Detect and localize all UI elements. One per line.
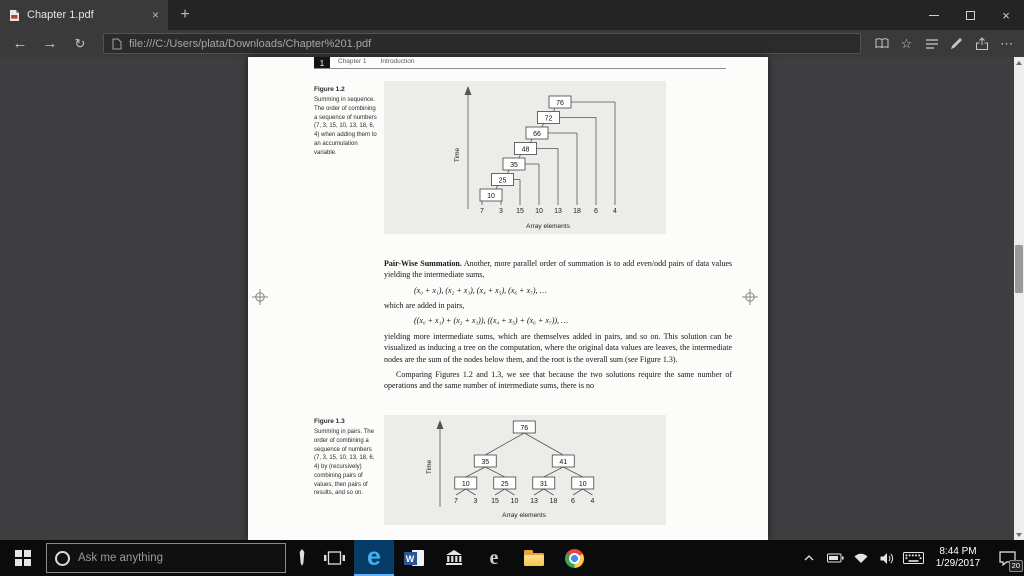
back-button[interactable]: ←: [12, 35, 28, 52]
svg-text:48: 48: [521, 146, 530, 154]
clock-date: 1/29/2017: [935, 558, 981, 569]
scroll-up-icon: [1016, 61, 1022, 65]
figure-1-3-caption-text: Summing in pairs. The order of combining a sequence of numbers (7, 3, 15, 10, 13, 18, 6, 4) by (recursively) combining pairs of values, then pairs of results, and so on.: [314, 429, 375, 497]
word-letter: W: [404, 552, 417, 565]
paragraph-pairwise: Pair-Wise Summation. Another, more parallel order of summation is to add even/odd pairs of data values yielding the intermediate sums,: [384, 259, 732, 280]
maximize-button[interactable]: [952, 0, 988, 30]
svg-text:6: 6: [594, 208, 598, 215]
task-view-button[interactable]: [314, 540, 354, 576]
running-header: [338, 58, 415, 65]
building-icon: [445, 550, 463, 566]
svg-text:6: 6: [571, 498, 575, 505]
running-header-chapter: Chapter 1: [338, 58, 367, 65]
clock-time: 8:44 PM: [939, 545, 977, 557]
figure-1-3-label: Figure 1.3: [314, 418, 345, 425]
svg-text:10: 10: [510, 498, 519, 505]
e-app-icon: e: [489, 547, 499, 569]
svg-text:Array elements: Array elements: [526, 223, 570, 230]
edge-icon: e: [367, 542, 381, 571]
taskbar-e-app-button[interactable]: [474, 540, 514, 576]
paragraph-added-in-pairs: which are added in pairs,: [384, 301, 465, 311]
task-view-icon: [324, 551, 345, 565]
forward-button[interactable]: →: [42, 35, 58, 52]
taskbar-clock[interactable]: [926, 540, 990, 576]
svg-text:15: 15: [516, 208, 524, 215]
scroll-down-button[interactable]: [1014, 529, 1024, 540]
window-controls: [916, 0, 1024, 30]
svg-text:25: 25: [498, 177, 507, 185]
svg-text:18: 18: [573, 208, 581, 215]
page-icon: [112, 38, 122, 50]
svg-text:35: 35: [510, 162, 518, 169]
figure-1-3: [384, 415, 666, 525]
figure-1-2-label: Figure 1.2: [314, 86, 345, 93]
word-icon: [404, 549, 425, 567]
figure-1-2-caption: [314, 85, 380, 157]
start-button[interactable]: [0, 540, 46, 576]
new-tab-button[interactable]: +: [180, 6, 190, 23]
sequential-sum-diagram: [384, 81, 666, 234]
volume-control[interactable]: [874, 540, 900, 576]
show-hidden-icons-button[interactable]: [796, 540, 822, 576]
battery-status[interactable]: [822, 540, 848, 576]
pdf-page: [248, 57, 768, 540]
svg-text:41: 41: [559, 459, 568, 466]
tab-chapter1-pdf[interactable]: [0, 0, 168, 30]
hub-button[interactable]: [919, 31, 944, 56]
action-center-button[interactable]: [990, 540, 1024, 576]
svg-text:Time: Time: [454, 147, 461, 163]
svg-text:7: 7: [454, 498, 458, 505]
equation-2: ((x₀ + x₁) + (x₂ + x₃)), ((x₄ + x₅) + (x₆ + x₇)), …: [414, 316, 569, 326]
svg-text:35: 35: [481, 459, 490, 466]
svg-text:10: 10: [461, 481, 470, 488]
registration-mark-left: [252, 289, 268, 305]
svg-text:76: 76: [556, 100, 564, 107]
svg-text:10: 10: [535, 208, 543, 215]
svg-text:13: 13: [554, 208, 562, 215]
pairwise-sum-tree-diagram: [384, 415, 666, 525]
pdf-file-icon: [9, 9, 20, 22]
svg-text:10: 10: [487, 193, 495, 200]
windows-logo-icon: [15, 550, 31, 566]
share-button[interactable]: [969, 31, 994, 56]
svg-text:4: 4: [590, 498, 595, 505]
cortana-search-box[interactable]: [46, 543, 286, 573]
stylus-icon: [298, 549, 306, 567]
reading-view-icon: [874, 37, 890, 50]
windows-ink-button[interactable]: [290, 540, 314, 576]
network-status[interactable]: [848, 540, 874, 576]
taskbar-building-app-button[interactable]: [434, 540, 474, 576]
hub-icon: [925, 38, 939, 50]
svg-text:31: 31: [539, 481, 548, 488]
paragraph-comparing: Comparing Figures 1.2 and 1.3, we see that because the two solutions require the same number of operations and the same number of intermediate sums, there is no: [384, 369, 732, 391]
svg-text:13: 13: [530, 498, 538, 505]
reading-view-button[interactable]: [869, 31, 894, 56]
favorites-button[interactable]: ☆: [900, 35, 913, 51]
svg-text:66: 66: [533, 131, 541, 138]
tab-close-icon[interactable]: ×: [151, 8, 159, 22]
svg-text:Time: Time: [426, 459, 433, 475]
equation-1: (x₀ + x₁), (x₂ + x₃), (x₄ + x₅), (x₆ + x₇), …: [414, 285, 547, 295]
running-header-title: Introduction: [380, 58, 415, 65]
registration-mark-right: [742, 289, 758, 305]
browser-tab-bar: [0, 0, 1024, 30]
scrollbar-thumb[interactable]: [1015, 245, 1023, 293]
scroll-down-icon: [1016, 533, 1022, 537]
web-note-button[interactable]: [944, 31, 969, 56]
paragraph-tree: yielding more intermediate sums, which are themselves added in pairs, and so on. This solution can be visualized as inducing a tree on the computation, where the original data values are leaves, the intermediate nodes are the sum of the nodes below them, and the root is the overall sum (see Figure 1.3).: [384, 331, 732, 364]
svg-text:7: 7: [480, 208, 484, 215]
chrome-icon: [565, 549, 584, 568]
figure-1-3-caption: [314, 417, 380, 498]
svg-text:18: 18: [549, 498, 558, 505]
toolbar-right-icons: [869, 31, 1019, 56]
svg-text:Array elements: Array elements: [502, 512, 546, 519]
svg-text:25: 25: [500, 481, 509, 488]
battery-icon: [827, 553, 844, 563]
figure-1-2-caption-text: Summing in sequence. The order of combining a sequence of numbers (7, 3, 15, 10, 13, 18, 6, 4) when adding them to an accumulation variable.: [314, 97, 377, 156]
wifi-icon: [853, 552, 869, 564]
figure-1-2: [384, 81, 666, 234]
pairwise-heading: Pair-Wise Summation.: [384, 259, 462, 268]
header-rule: [314, 68, 726, 69]
svg-text:72: 72: [544, 115, 553, 123]
minimize-button[interactable]: [916, 0, 952, 30]
refresh-button[interactable]: ↻: [74, 35, 86, 51]
share-icon: [975, 37, 989, 51]
folder-icon: [524, 553, 544, 566]
url-text: file:///C:/Users/plata/Downloads/Chapter%201.pdf: [129, 37, 372, 50]
taskbar-file-explorer-button[interactable]: [514, 540, 554, 576]
svg-text:10: 10: [578, 481, 587, 488]
search-input[interactable]: [78, 552, 277, 564]
pdf-viewport: [0, 57, 1024, 540]
pen-icon: [950, 37, 963, 50]
minimize-icon: [929, 15, 939, 16]
browser-toolbar: [0, 30, 1024, 57]
close-window-button[interactable]: ×: [1002, 7, 1010, 23]
svg-text:15: 15: [491, 498, 499, 505]
address-bar[interactable]: [103, 33, 861, 54]
tab-title: Chapter 1.pdf: [27, 9, 94, 21]
maximize-icon: [966, 11, 975, 20]
scroll-up-button[interactable]: [1014, 57, 1024, 68]
scrollbar[interactable]: [1014, 57, 1024, 540]
svg-text:3: 3: [473, 498, 478, 505]
taskbar-chrome-button[interactable]: [554, 540, 594, 576]
cortana-icon: [55, 551, 70, 566]
svg-text:76: 76: [520, 425, 529, 432]
taskbar-edge-button[interactable]: [354, 540, 394, 576]
chevron-up-icon: [803, 554, 815, 562]
taskbar-word-button[interactable]: [394, 540, 434, 576]
svg-text:4: 4: [613, 208, 617, 215]
more-actions-button[interactable]: ⋯: [1000, 35, 1013, 51]
svg-text:3: 3: [499, 208, 503, 215]
chapter-number-tab: 1: [314, 57, 330, 68]
taskbar: [0, 540, 1024, 576]
keyboard-icon: [903, 552, 924, 564]
touch-keyboard-button[interactable]: [900, 540, 926, 576]
system-tray: [796, 540, 1024, 576]
body-text: [384, 258, 732, 396]
speaker-icon: [879, 552, 895, 565]
notification-badge: 20: [1009, 560, 1023, 572]
